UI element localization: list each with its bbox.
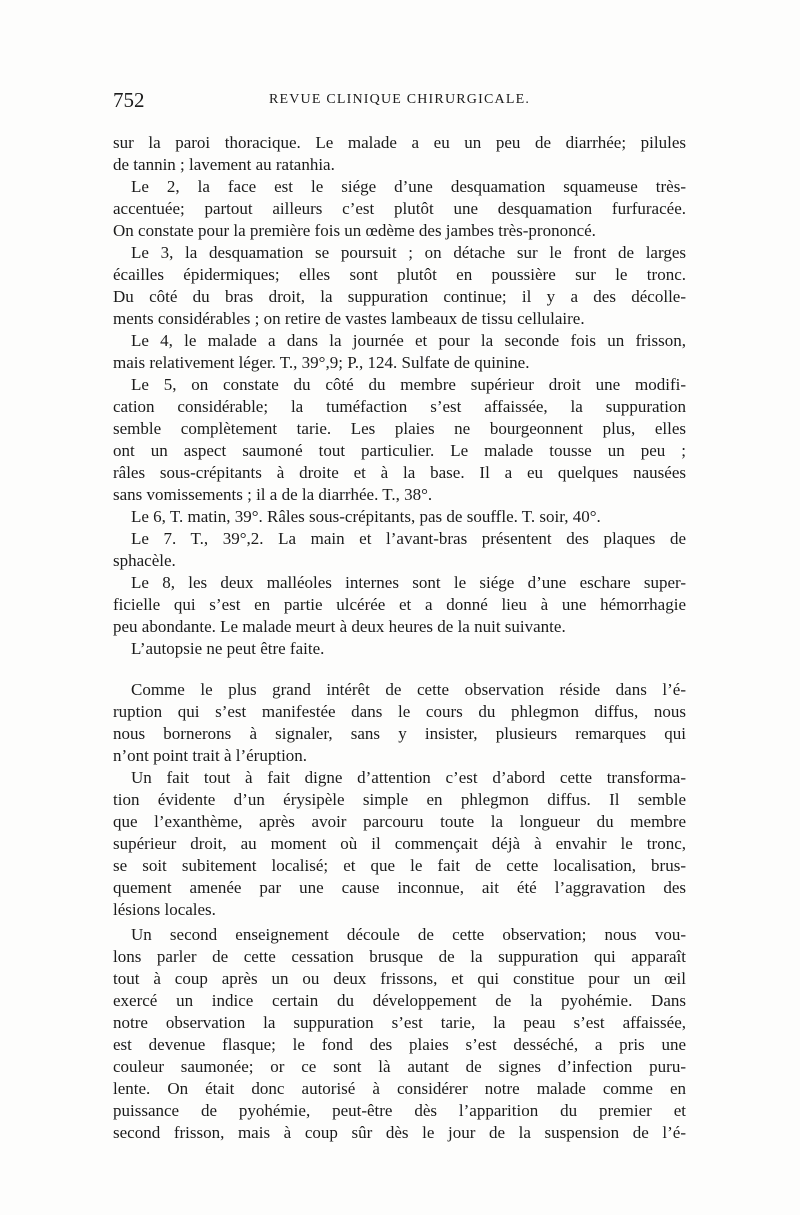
text-line: nous bornerons à signaler, sans y insister, plusieurs remarques qui (113, 724, 686, 743)
text-line: notre observation la suppuration s’est tarie, la peau s’est affaissée, (113, 1013, 686, 1032)
paragraph (113, 528, 686, 572)
text-line: ments considérables ; on retire de vastes lambeaux de tissu cellulaire. (113, 309, 585, 328)
paragraph (113, 176, 686, 242)
text-line: lente. On était donc autorisé à considérer notre malade comme en (113, 1079, 686, 1098)
case-report-section (113, 132, 686, 660)
running-header (113, 88, 686, 112)
text-line: supérieur droit, au moment où il commençait déjà à envahir le tronc, (113, 834, 686, 853)
paragraph (113, 572, 686, 638)
text-line: Le 5, on constate du côté du membre supérieur droit une modifi- (131, 375, 686, 394)
text-line: puissance de pyohémie, peut-être dès l’apparition du premier et (113, 1101, 686, 1120)
text-line: ficielle qui s’est en partie ulcérée et a donné lieu à une hémorrhagie (113, 595, 686, 614)
text-line: lésions locales. (113, 900, 216, 919)
text-line: mais relativement léger. T., 39°,9; P., 124. Sulfate de quinine. (113, 353, 530, 372)
text-line: peu abondante. Le malade meurt à deux heures de la nuit suivante. (113, 617, 566, 636)
text-line: accentuée; partout ailleurs c’est plutôt une desquamation furfuracée. (113, 199, 686, 218)
text-line: Le 3, la desquamation se poursuit ; on détache sur le front de larges (131, 243, 686, 262)
paragraph (113, 924, 686, 1144)
text-line: second frisson, mais à coup sûr dès le jour de la suspension de l’é- (113, 1123, 686, 1142)
text-line: Le 7. T., 39°,2. La main et l’avant-bras présentent des plaques de (131, 529, 686, 548)
text-line: Un fait tout à fait digne d’attention c’est d’abord cette transforma- (131, 768, 686, 787)
text-line: tout à coup après un ou deux frissons, et qui constitue pour un œil (113, 969, 686, 988)
paragraph (113, 132, 686, 176)
text-line: Le 8, les deux malléoles internes sont le siége d’une eschare super- (131, 573, 686, 592)
text-line: semble complètement tarie. Les plaies ne bourgeonnent plus, elles (113, 419, 686, 438)
text-line: lons parler de cette cessation brusque de la suppuration qui apparaît (113, 947, 686, 966)
paragraph (113, 638, 686, 660)
discussion-section (113, 679, 686, 921)
text-line: On constate pour la première fois un œdème des jambes très-prononcé. (113, 221, 596, 240)
running-title: REVUE CLINIQUE CHIRURGICALE. (268, 92, 531, 107)
paragraph (113, 679, 686, 767)
page-number: 752 (113, 88, 145, 112)
text-line: sur la paroi thoracique. Le malade a eu un peu de diarrhée; pilules (113, 133, 686, 152)
paragraph (113, 374, 686, 506)
text-line: couleur saumonée; or ce sont là autant de signes d’infection puru- (113, 1057, 686, 1076)
text-line: sans vomissements ; il a de la diarrhée. T., 38°. (113, 485, 433, 504)
text-line: n’ont point trait à l’éruption. (113, 746, 308, 765)
text-line: se soit subitement localisé; et que le fait de cette localisation, brus- (113, 856, 686, 875)
text-line: ont un aspect saumoné tout particulier. Le malade tousse un peu ; (113, 441, 686, 460)
paragraph (113, 767, 686, 921)
paragraph (113, 330, 686, 374)
text-line: Comme le plus grand intérêt de cette observation réside dans l’é- (131, 680, 686, 699)
text-line: cation considérable; la tuméfaction s’est affaissée, la suppuration (113, 397, 686, 416)
paragraph (113, 506, 686, 528)
text-line: est devenue flasque; le fond des plaies s’est desséché, a pris une (113, 1035, 686, 1054)
paragraph (113, 242, 686, 330)
discussion-continued-section (113, 924, 686, 1144)
text-line: tion évidente d’un érysipèle simple en phlegmon diffus. Il semble (113, 790, 686, 809)
text-line: Le 4, le malade a dans la journée et pour la seconde fois un frisson, (131, 331, 686, 350)
text-line: de tannin ; lavement au ratanhia. (113, 155, 335, 174)
text-line: Du côté du bras droit, la suppuration continue; il y a des décolle- (113, 287, 686, 306)
text-line: Un second enseignement découle de cette observation; nous vou- (131, 925, 686, 944)
text-line: ruption qui s’est manifestée dans le cours du phlegmon diffus, nous (113, 702, 686, 721)
text-line: râles sous-crépitants à droite et à la base. Il a eu quelques nausées (113, 463, 686, 482)
text-line: quement amenée par une cause inconnue, ait été l’aggravation des (113, 878, 686, 897)
text-line: que l’exanthème, après avoir parcouru toute la longueur du membre (113, 812, 686, 831)
text-line: Le 6, T. matin, 39°. Râles sous-crépitants, pas de souffle. T. soir, 40°. (131, 507, 601, 526)
text-line: sphacèle. (113, 551, 176, 570)
text-line: L’autopsie ne peut être faite. (131, 639, 325, 658)
text-line: exercé un indice certain du développement de la pyohémie. Dans (113, 991, 686, 1010)
text-line: Le 2, la face est le siége d’une desquamation squameuse très- (131, 177, 686, 196)
text-line: écailles épidermiques; elles sont plutôt en poussière sur le tronc. (113, 265, 686, 284)
